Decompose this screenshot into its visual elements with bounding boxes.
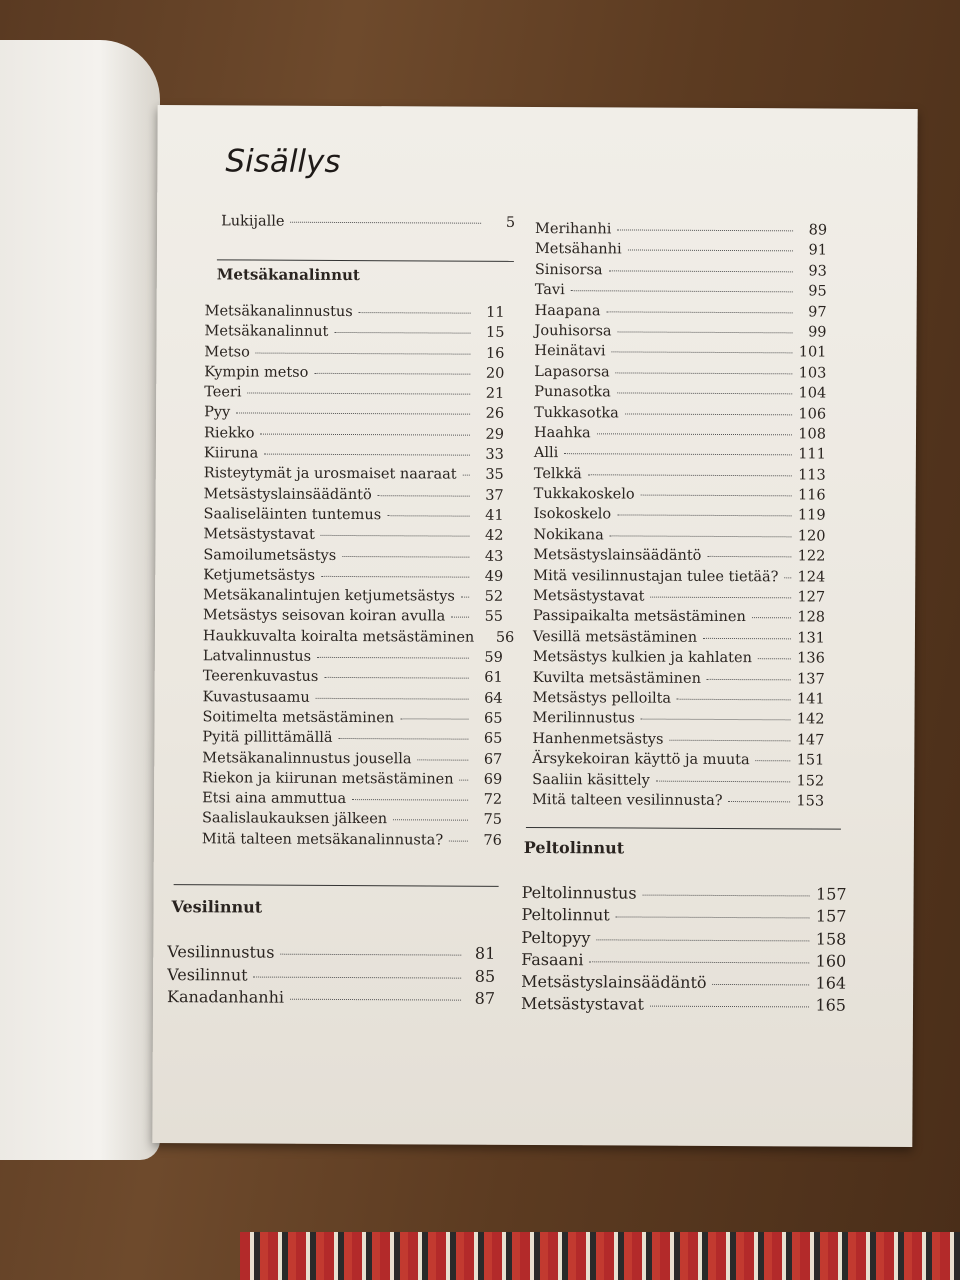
section-heading: Metsäkanalinnut bbox=[216, 265, 360, 285]
entry-page: 33 bbox=[485, 446, 504, 463]
entry-label: Kuvilta metsästäminen bbox=[532, 669, 701, 687]
dot-leader bbox=[314, 373, 470, 375]
entry-page: 120 bbox=[797, 528, 826, 545]
dot-leader bbox=[387, 515, 469, 516]
toc-entry bbox=[204, 324, 504, 346]
toc-entry bbox=[203, 669, 503, 691]
section-divider bbox=[174, 884, 499, 887]
toc-entry bbox=[202, 790, 502, 812]
entry-page: 16 bbox=[485, 345, 505, 362]
dot-leader bbox=[756, 760, 791, 761]
toc-entry bbox=[533, 527, 825, 549]
toc-entry bbox=[532, 792, 824, 814]
dot-leader bbox=[393, 820, 468, 821]
dot-leader bbox=[617, 515, 791, 517]
dot-leader bbox=[612, 352, 793, 354]
entry-page: 59 bbox=[484, 649, 503, 666]
dot-leader bbox=[321, 535, 470, 537]
toc-entry bbox=[535, 221, 827, 243]
entry-page: 99 bbox=[808, 324, 827, 341]
dot-leader bbox=[784, 577, 791, 578]
section-metsakanalinnut-list bbox=[201, 303, 515, 853]
entry-label: Metsästyslainsäädäntö bbox=[533, 547, 702, 565]
toc-entry bbox=[204, 344, 504, 366]
section-heading: Peltolinnut bbox=[523, 837, 625, 858]
entry-page: 37 bbox=[485, 487, 504, 504]
entry-label: Metsästystavat bbox=[520, 994, 644, 1015]
entry-label: Risteytymät ja urosmaiset naaraat bbox=[203, 465, 457, 483]
entry-label: Hanhenmetsästys bbox=[532, 730, 664, 748]
dot-leader bbox=[451, 617, 469, 618]
entry-page: 152 bbox=[796, 772, 825, 790]
entry-label: Metsästystavat bbox=[533, 588, 645, 605]
dot-leader bbox=[616, 372, 793, 374]
toc-entry bbox=[521, 905, 846, 929]
dot-leader bbox=[256, 352, 471, 354]
entry-page: 111 bbox=[798, 446, 826, 463]
toc-entry bbox=[534, 405, 826, 427]
entry-label: Metsäkanalinnut bbox=[204, 323, 329, 341]
dot-leader bbox=[339, 738, 469, 740]
entry-page: 76 bbox=[483, 832, 502, 849]
dot-leader bbox=[616, 917, 810, 919]
entry-page: 113 bbox=[798, 467, 826, 484]
entry-page: 52 bbox=[484, 588, 504, 605]
entry-label: Metsäkanalinnustus bbox=[204, 303, 353, 321]
toc-entry bbox=[535, 262, 827, 284]
dot-leader bbox=[729, 801, 791, 802]
entry-page: 69 bbox=[483, 771, 503, 788]
entry-label: Jouhisorsa bbox=[534, 322, 612, 340]
entry-page: 49 bbox=[484, 568, 504, 585]
toc-entry bbox=[202, 811, 502, 833]
entry-label: Saaliseläinten tuntemus bbox=[203, 506, 382, 524]
dot-leader bbox=[656, 780, 790, 782]
toc-entry bbox=[534, 384, 826, 406]
dot-leader bbox=[321, 576, 469, 578]
toc-entry bbox=[221, 213, 515, 235]
entry-page: 65 bbox=[483, 730, 503, 748]
entry-page: 21 bbox=[485, 385, 505, 403]
entry-label: Metsästys pelloilta bbox=[532, 689, 672, 707]
toc-entry bbox=[534, 466, 826, 488]
dot-leader bbox=[342, 556, 469, 558]
dot-leader bbox=[669, 739, 790, 741]
dot-leader bbox=[317, 657, 469, 659]
entry-page: 42 bbox=[484, 528, 504, 545]
dot-leader bbox=[707, 678, 791, 679]
toc-entry bbox=[202, 831, 502, 853]
toc-entry bbox=[204, 364, 504, 386]
entry-label: Merilinnustus bbox=[532, 710, 635, 727]
dot-leader bbox=[758, 658, 791, 659]
entry-label: Peltolinnut bbox=[521, 905, 610, 925]
entry-label: Pyitä pillittämällä bbox=[202, 729, 333, 747]
toc-entry bbox=[203, 689, 503, 711]
dot-leader bbox=[610, 535, 792, 537]
entry-page: 127 bbox=[797, 589, 826, 606]
entry-label: Teerenkuvastus bbox=[202, 668, 319, 686]
section-vesilinnut-list bbox=[167, 942, 495, 1011]
dot-leader bbox=[590, 961, 810, 963]
entry-page: 128 bbox=[797, 609, 826, 626]
entry-label: Haahka bbox=[533, 424, 591, 442]
entry-label: Vesillä metsästäminen bbox=[532, 628, 698, 646]
entry-label: Kanadanhanhi bbox=[167, 987, 285, 1007]
dot-leader bbox=[463, 475, 470, 476]
dot-leader bbox=[597, 433, 792, 435]
toc-entry bbox=[203, 527, 503, 549]
entry-label: Peltopyy bbox=[521, 927, 591, 947]
toc-entry bbox=[534, 486, 826, 508]
intro-entry bbox=[221, 213, 515, 235]
entry-page: 93 bbox=[808, 263, 827, 280]
entry-label: Saaliin käsittely bbox=[532, 771, 650, 789]
toc-entry bbox=[533, 670, 825, 692]
entry-page: 106 bbox=[798, 405, 827, 423]
entry-label: Samoilumetsästys bbox=[203, 546, 337, 564]
dot-leader bbox=[607, 311, 793, 313]
rug bbox=[240, 1232, 960, 1280]
entry-page: 116 bbox=[797, 487, 826, 504]
entry-page: 87 bbox=[474, 988, 496, 1008]
entry-page: 61 bbox=[484, 670, 503, 687]
toc-entry bbox=[533, 649, 825, 671]
toc-entry bbox=[202, 729, 502, 751]
entry-page: 56 bbox=[495, 629, 515, 646]
left-page bbox=[0, 40, 160, 1160]
entry-label: Metsähanhi bbox=[534, 241, 622, 258]
dot-leader bbox=[651, 597, 792, 599]
toc-entry bbox=[203, 567, 503, 589]
entry-label: Metsästys kulkien ja kahlaten bbox=[532, 649, 753, 667]
dot-leader bbox=[352, 799, 468, 801]
dot-leader bbox=[628, 250, 793, 252]
dot-leader bbox=[588, 474, 792, 476]
dot-leader bbox=[449, 840, 468, 841]
entry-page: 15 bbox=[486, 325, 505, 342]
entry-label: Pyy bbox=[204, 404, 231, 421]
toc-entry bbox=[167, 942, 495, 966]
entry-page: 41 bbox=[485, 507, 504, 524]
entry-label: Mitä talteen metsäkanalinnusta? bbox=[201, 830, 444, 849]
entry-page: 104 bbox=[798, 385, 827, 402]
entry-page: 151 bbox=[796, 752, 825, 769]
entry-label: Peltolinnustus bbox=[521, 882, 637, 903]
toc-entry bbox=[533, 547, 825, 569]
entry-label: Tavi bbox=[534, 282, 565, 299]
toc-entry bbox=[522, 883, 847, 907]
entry-page: 157 bbox=[815, 906, 847, 926]
entry-label: Teeri bbox=[204, 384, 242, 401]
entry-page: 11 bbox=[486, 304, 505, 321]
entry-page: 124 bbox=[797, 569, 826, 586]
entry-label: Tukkakoskelo bbox=[533, 486, 635, 503]
dot-leader bbox=[617, 393, 792, 395]
toc-entry bbox=[532, 751, 824, 773]
entry-page: 65 bbox=[484, 710, 503, 727]
toc-entry bbox=[204, 486, 504, 508]
entry-label: Kiiruna bbox=[203, 445, 259, 462]
toc-entry bbox=[203, 587, 503, 609]
toc-entry bbox=[204, 405, 504, 427]
toc-entry bbox=[533, 608, 825, 630]
entry-label: Lukijalle bbox=[221, 213, 285, 230]
dot-leader bbox=[359, 312, 471, 314]
entry-label: Metsästyslainsäädäntö bbox=[203, 485, 372, 503]
entry-label: Fasaani bbox=[521, 949, 584, 970]
toc-entry bbox=[203, 648, 503, 670]
entry-label: Kuvastusaamu bbox=[202, 688, 310, 706]
entry-page: 158 bbox=[815, 929, 847, 949]
dot-leader bbox=[247, 393, 470, 395]
toc-entry bbox=[534, 506, 826, 528]
dot-leader bbox=[618, 331, 793, 333]
entry-label: Mitä talteen vesilinnusta? bbox=[532, 791, 723, 809]
toc-entry bbox=[167, 987, 495, 1011]
entry-label: Sinisorsa bbox=[534, 261, 603, 279]
entry-page: 97 bbox=[808, 303, 827, 321]
entry-label: Riekko bbox=[203, 425, 255, 442]
dot-leader bbox=[290, 999, 461, 1001]
entry-label: Etsi aina ammuttua bbox=[202, 790, 347, 808]
dot-leader bbox=[752, 618, 791, 619]
toc-entry bbox=[521, 928, 846, 952]
entry-label: Latvalinnustus bbox=[202, 648, 312, 665]
toc-entry bbox=[205, 303, 505, 325]
toc-entry bbox=[535, 241, 827, 263]
entry-page: 95 bbox=[808, 283, 827, 300]
entry-page: 35 bbox=[485, 467, 504, 484]
entry-label: Riekon ja kiirunan metsästäminen bbox=[202, 770, 454, 788]
entry-page: 153 bbox=[796, 793, 825, 810]
dot-leader bbox=[254, 976, 462, 978]
entry-page: 137 bbox=[796, 670, 825, 688]
dot-leader bbox=[334, 332, 470, 334]
toc-entry bbox=[534, 323, 826, 345]
entry-page: 67 bbox=[483, 751, 503, 768]
toc-entry bbox=[202, 709, 502, 731]
toc-entry bbox=[204, 466, 504, 488]
dot-leader bbox=[641, 719, 791, 721]
section-divider bbox=[217, 259, 514, 262]
toc-entry bbox=[534, 445, 826, 467]
entry-label: Metsäkanalinnustus jousella bbox=[202, 749, 412, 767]
entry-page: 26 bbox=[485, 406, 505, 423]
entry-page: 91 bbox=[808, 242, 828, 259]
toc-entry bbox=[204, 425, 504, 447]
toc-entry bbox=[202, 770, 502, 792]
toc-entry bbox=[533, 568, 825, 590]
dot-leader bbox=[564, 453, 792, 455]
toc-entry bbox=[203, 608, 503, 630]
dot-leader bbox=[264, 454, 470, 456]
dot-leader bbox=[280, 954, 461, 956]
toc-entry bbox=[202, 750, 502, 772]
entry-page: 101 bbox=[798, 344, 827, 361]
dot-leader bbox=[571, 290, 793, 292]
toc-entry bbox=[204, 384, 504, 406]
entry-page: 141 bbox=[796, 691, 825, 708]
dot-leader bbox=[378, 495, 470, 496]
book-page bbox=[152, 105, 917, 1147]
entry-label: Telkkä bbox=[533, 465, 582, 482]
toc-entry bbox=[521, 994, 846, 1018]
section-heading: Vesilinnut bbox=[171, 897, 263, 917]
entry-label: Alli bbox=[533, 445, 559, 462]
entry-page: 147 bbox=[796, 732, 825, 749]
entry-page: 164 bbox=[815, 973, 847, 993]
toc-entry bbox=[534, 364, 826, 386]
entry-page: 64 bbox=[484, 690, 503, 707]
entry-label: Heinätavi bbox=[534, 343, 606, 360]
dot-leader bbox=[290, 222, 481, 224]
dot-leader bbox=[316, 697, 469, 699]
toc-entry bbox=[533, 629, 825, 651]
entry-label: Haapana bbox=[534, 302, 601, 319]
toc-entry bbox=[535, 282, 827, 304]
entry-label: Punasotka bbox=[534, 384, 611, 401]
entry-page: 5 bbox=[505, 214, 516, 231]
entry-label: Mitä vesilinnustajan tulee tietää? bbox=[533, 567, 779, 585]
dot-leader bbox=[260, 433, 470, 435]
entry-page: 20 bbox=[485, 365, 505, 382]
toc-entry bbox=[532, 772, 824, 794]
entry-page: 136 bbox=[797, 650, 825, 667]
entry-label: Soitimelta metsästäminen bbox=[202, 709, 395, 727]
entry-label: Ketjumetsästys bbox=[203, 567, 316, 584]
entry-page: 89 bbox=[808, 222, 828, 239]
entry-page: 72 bbox=[483, 791, 503, 808]
dot-leader bbox=[418, 759, 469, 760]
dot-leader bbox=[650, 1006, 810, 1008]
toc-entry bbox=[533, 588, 825, 610]
page-title: Sisällys bbox=[225, 143, 341, 180]
entry-page: 157 bbox=[816, 884, 847, 904]
toc-entry bbox=[204, 506, 504, 528]
dot-leader bbox=[596, 939, 809, 941]
entry-page: 85 bbox=[474, 966, 496, 986]
dot-leader bbox=[643, 895, 810, 897]
toc-entry bbox=[167, 965, 495, 989]
entry-label: Passipaikalta metsästäminen bbox=[533, 608, 746, 626]
toc-entry bbox=[204, 445, 504, 467]
entry-label: Vesilinnustus bbox=[167, 942, 275, 962]
toc-entry bbox=[521, 950, 846, 974]
entry-page: 131 bbox=[797, 630, 825, 647]
entry-label: Tukkasotka bbox=[534, 404, 619, 421]
entry-page: 108 bbox=[798, 426, 827, 443]
entry-page: 55 bbox=[484, 609, 504, 626]
entry-page: 165 bbox=[815, 995, 847, 1016]
toc-entry bbox=[535, 303, 827, 325]
toc-entry bbox=[521, 972, 846, 996]
entry-label: Saalislaukauksen jälkeen bbox=[201, 810, 388, 828]
entry-page: 75 bbox=[483, 812, 503, 829]
dot-leader bbox=[400, 718, 468, 719]
section-vesilinnut-list-continued bbox=[532, 221, 827, 814]
dot-leader bbox=[461, 597, 469, 598]
entry-page: 122 bbox=[797, 548, 826, 565]
entry-label: Metsästys seisovan koiran avulla bbox=[203, 607, 446, 625]
toc-entry bbox=[202, 628, 515, 650]
toc-entry bbox=[534, 425, 826, 447]
entry-page: 142 bbox=[796, 711, 825, 728]
toc-entry bbox=[532, 710, 824, 732]
section-divider bbox=[526, 827, 841, 830]
toc-entry bbox=[532, 731, 824, 753]
entry-page: 43 bbox=[484, 548, 504, 565]
dot-leader bbox=[713, 984, 810, 986]
entry-label: Lapasorsa bbox=[534, 363, 610, 381]
toc-entry bbox=[533, 690, 825, 712]
entry-label: Nokikana bbox=[533, 526, 604, 544]
section-peltolinnut-list bbox=[521, 883, 847, 1018]
dot-leader bbox=[625, 413, 792, 415]
entry-label: Vesilinnut bbox=[167, 964, 248, 985]
entry-label: Merihanhi bbox=[535, 220, 612, 238]
entry-page: 29 bbox=[485, 426, 505, 443]
entry-page: 103 bbox=[798, 365, 827, 382]
dot-leader bbox=[641, 495, 792, 497]
entry-page: 81 bbox=[474, 943, 496, 963]
dot-leader bbox=[609, 270, 793, 272]
dot-leader bbox=[460, 779, 469, 780]
toc-entry bbox=[203, 547, 503, 569]
entry-label: Ärsykekoiran käyttö ja muuta bbox=[532, 751, 750, 769]
toc-entry bbox=[534, 343, 826, 365]
dot-leader bbox=[617, 229, 793, 231]
entry-label: Metsäkanalintujen ketjumetsästys bbox=[203, 587, 455, 605]
entry-label: Metso bbox=[204, 343, 250, 361]
entry-label: Metsästystavat bbox=[203, 526, 315, 544]
entry-page: 160 bbox=[815, 951, 847, 971]
entry-label: Isokoskelo bbox=[533, 506, 612, 523]
entry-page: 119 bbox=[797, 507, 826, 524]
entry-label: Haukkuvalta koiralta metsästäminen bbox=[202, 628, 475, 646]
dot-leader bbox=[703, 638, 791, 639]
dot-leader bbox=[707, 556, 791, 557]
entry-label: Metsästyslainsäädäntö bbox=[521, 972, 707, 993]
dot-leader bbox=[236, 413, 470, 415]
dot-leader bbox=[677, 699, 791, 701]
dot-leader bbox=[324, 677, 468, 679]
entry-label: Kympin metso bbox=[204, 364, 309, 381]
